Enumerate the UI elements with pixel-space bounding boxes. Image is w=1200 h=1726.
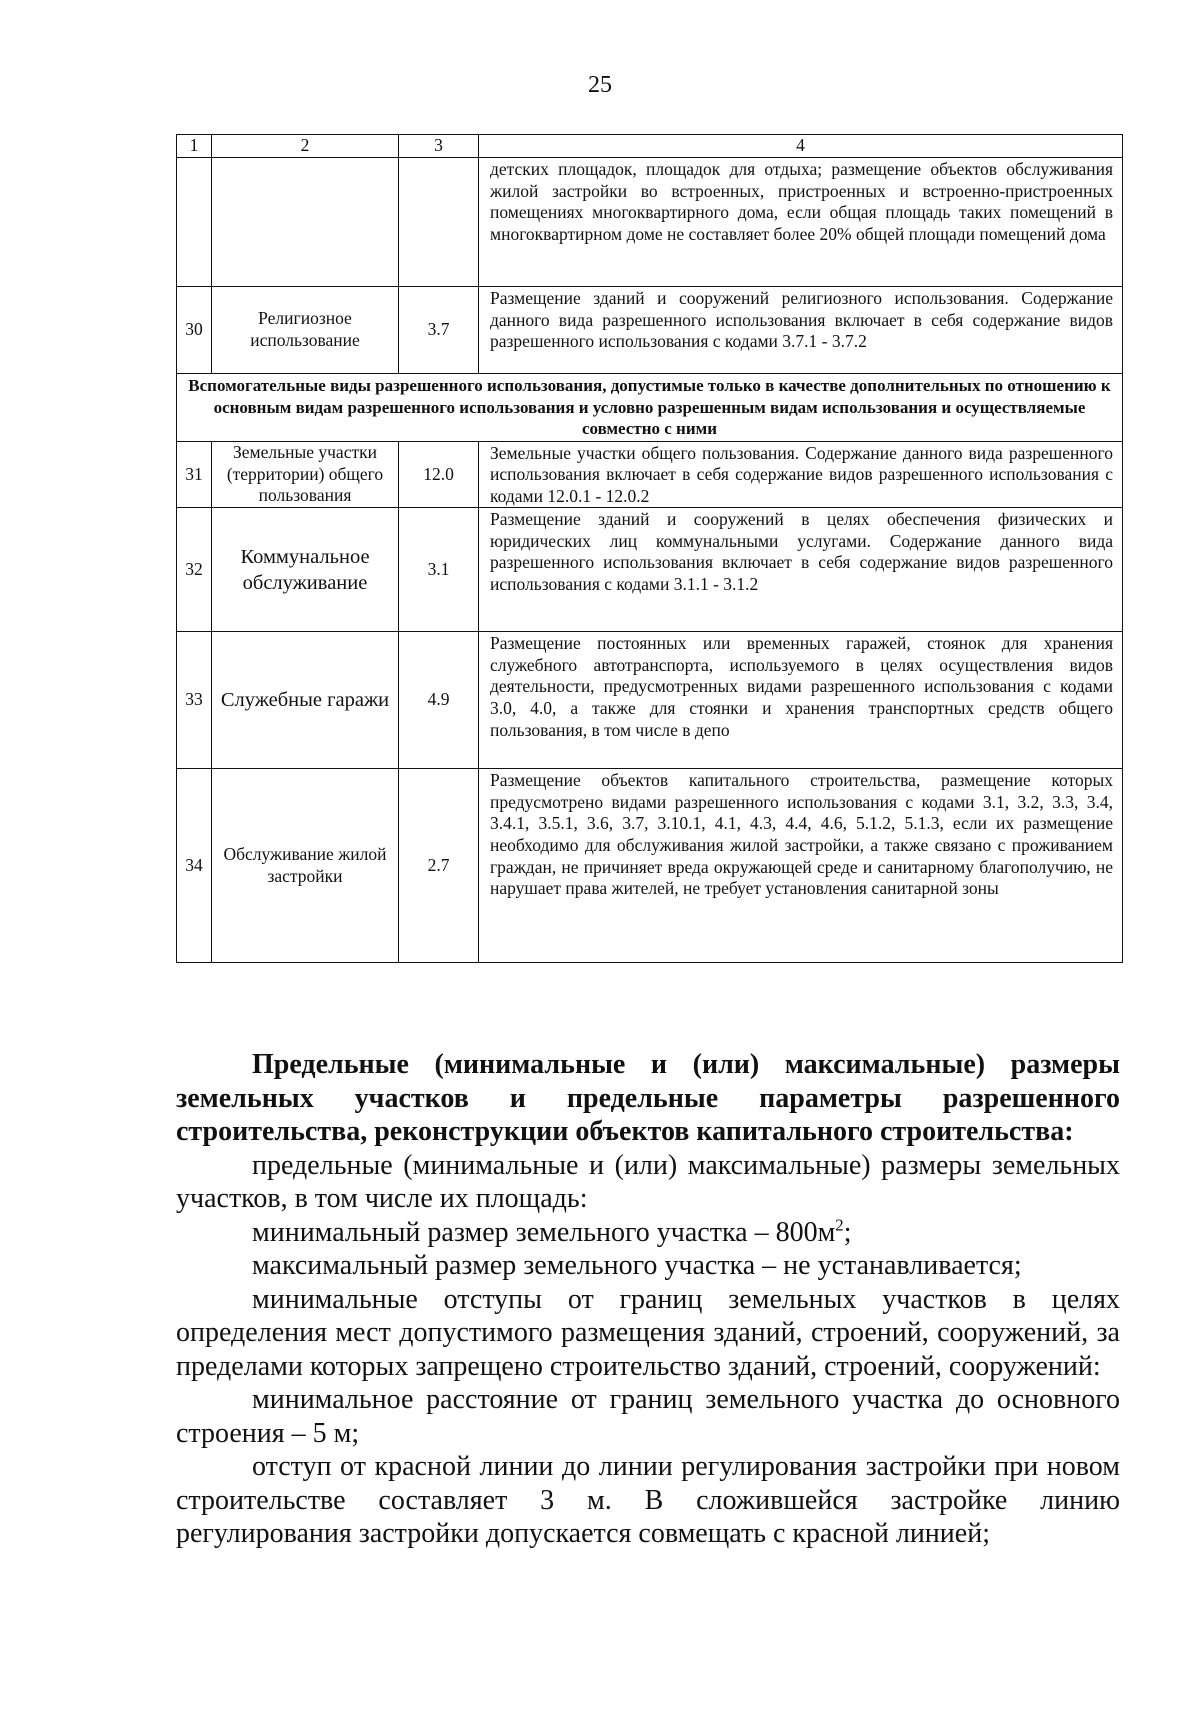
table-header-row <box>177 135 1123 158</box>
row-name: Служебные гаражи <box>212 632 399 769</box>
header-cell: 4 <box>479 135 1123 158</box>
table-row-34 <box>177 769 1123 963</box>
land-use-table <box>176 134 1123 963</box>
paragraph: минимальные отступы от границ земельных участков в целях определения мест допустимого размещения зданий, строений, сооружений, за пределами которых запрещено строительство зданий, строений, сооружений: <box>176 1283 1120 1382</box>
empty-cell <box>177 158 212 287</box>
row-description: Размещение зданий и сооружений в целях обеспечения физических и юридических лиц коммунальными услугами. Содержание данного вида разрешенного использования включает в себя содержание видов разрешенного использования с кодами 3.1.1 - 3.1.2 <box>479 508 1123 632</box>
page-number: 25 <box>588 72 612 98</box>
table-row-31 <box>177 441 1123 508</box>
header-cell: 1 <box>177 135 212 158</box>
row-code: 3.7 <box>399 287 479 374</box>
row-name: Религиозное использование <box>212 287 399 374</box>
table-row-32 <box>177 508 1123 632</box>
row-code: 4.9 <box>399 632 479 769</box>
row-name: Обслуживание жилой застройки <box>212 769 399 963</box>
section-header: Вспомогательные виды разрешенного использования, допустимые только в качестве дополнительных по отношению к основным видам разрешенного использования и условно разрешенным видам использования и осуществляемые совместно с ними <box>177 374 1123 442</box>
superscript: 2 <box>835 1215 844 1235</box>
paragraph-text: минимальный размер земельного участка – 800м <box>252 1216 836 1248</box>
empty-cell <box>212 158 399 287</box>
row-number: 34 <box>177 769 212 963</box>
table-row-33 <box>177 632 1123 769</box>
row-description: Земельные участки общего пользования. Содержание данного вида разрешенного использования включает в себя содержание видов разрешенного использования с кодами 12.0.1 - 12.0.2 <box>479 441 1123 508</box>
paragraph-end: ; <box>843 1216 852 1248</box>
row-name: Земельные участки (территории) общего пользования <box>212 441 399 508</box>
row-description: Размещение постоянных или временных гаражей, стоянок для хранения служебного автотранспорта, используемого в целях осуществления видов деятельности, предусмотренных видами разрешенного использования с кодами 3.0, 4.0, а также для стоянки и хранения транспортных средств общего пользования, в том числе в депо <box>479 632 1123 769</box>
header-cell: 3 <box>399 135 479 158</box>
empty-cell <box>399 158 479 287</box>
row-number: 30 <box>177 287 212 374</box>
paragraph: отступ от красной линии до линии регулирования застройки при новом строительстве составляет 3 м. В сложившейся застройке линию регулирования застройки допускается совмещать с красной линией; <box>176 1451 1120 1549</box>
paragraph: минимальное расстояние от границ земельного участка до основного строения – 5 м; <box>176 1384 1120 1449</box>
section-heading: Предельные (минимальные и (или) максимальные) размеры земельных участков и предельные параметры разрешенного строительства, реконструкции объектов капитального строительства: <box>176 1049 1120 1147</box>
header-cell: 2 <box>212 135 399 158</box>
table-row-continuation <box>177 158 1123 287</box>
row-code: 12.0 <box>399 441 479 508</box>
row-code: 3.1 <box>399 508 479 632</box>
row-description: Размещение объектов капитального строительства, размещение которых предусмотрено видами разрешенного использования с кодами 3.1, 3.2, 3.3, 3.4, 3.4.1, 3.5.1, 3.6, 3.7, 3.10.1, 4.1, 4.3, 4.4, 4.6, 5.1.2, 5.1.3, если их размещение необходимо для обслуживания жилой застройки, а также связано с проживанием граждан, не причиняет вреда окружающей среде и санитарному благополучию, не нарушает права жителей, не требует установления санитарной зоны <box>479 769 1123 963</box>
row-number: 33 <box>177 632 212 769</box>
row-description: детских площадок, площадок для отдыха; размещение объектов обслуживания жилой застройки во встроенных, пристроенных и встроенно-пристроенных помещениях многоквартирного дома, если общая площадь таких помещений в многоквартирном доме не составляет более 20% общей площади помещений дома <box>479 158 1123 287</box>
row-number: 32 <box>177 508 212 632</box>
paragraph <box>176 1216 1120 1250</box>
row-number: 31 <box>177 441 212 508</box>
row-name: Коммунальное обслуживание <box>212 508 399 632</box>
regulations-text <box>176 1048 1120 1551</box>
paragraph: максимальный размер земельного участка – не устанавливается; <box>252 1250 1022 1281</box>
paragraph: предельные (минимальные и (или) максимальные) размеры земельных участков, в том числе их площадь: <box>176 1149 1120 1214</box>
table-row-30 <box>177 287 1123 374</box>
row-code: 2.7 <box>399 769 479 963</box>
row-description: Размещение зданий и сооружений религиозного использования. Содержание данного вида разрешенного использования включает в себя содержание видов разрешенного использования с кодами 3.7.1 - 3.7.2 <box>479 287 1123 374</box>
table-section-row <box>177 374 1123 442</box>
